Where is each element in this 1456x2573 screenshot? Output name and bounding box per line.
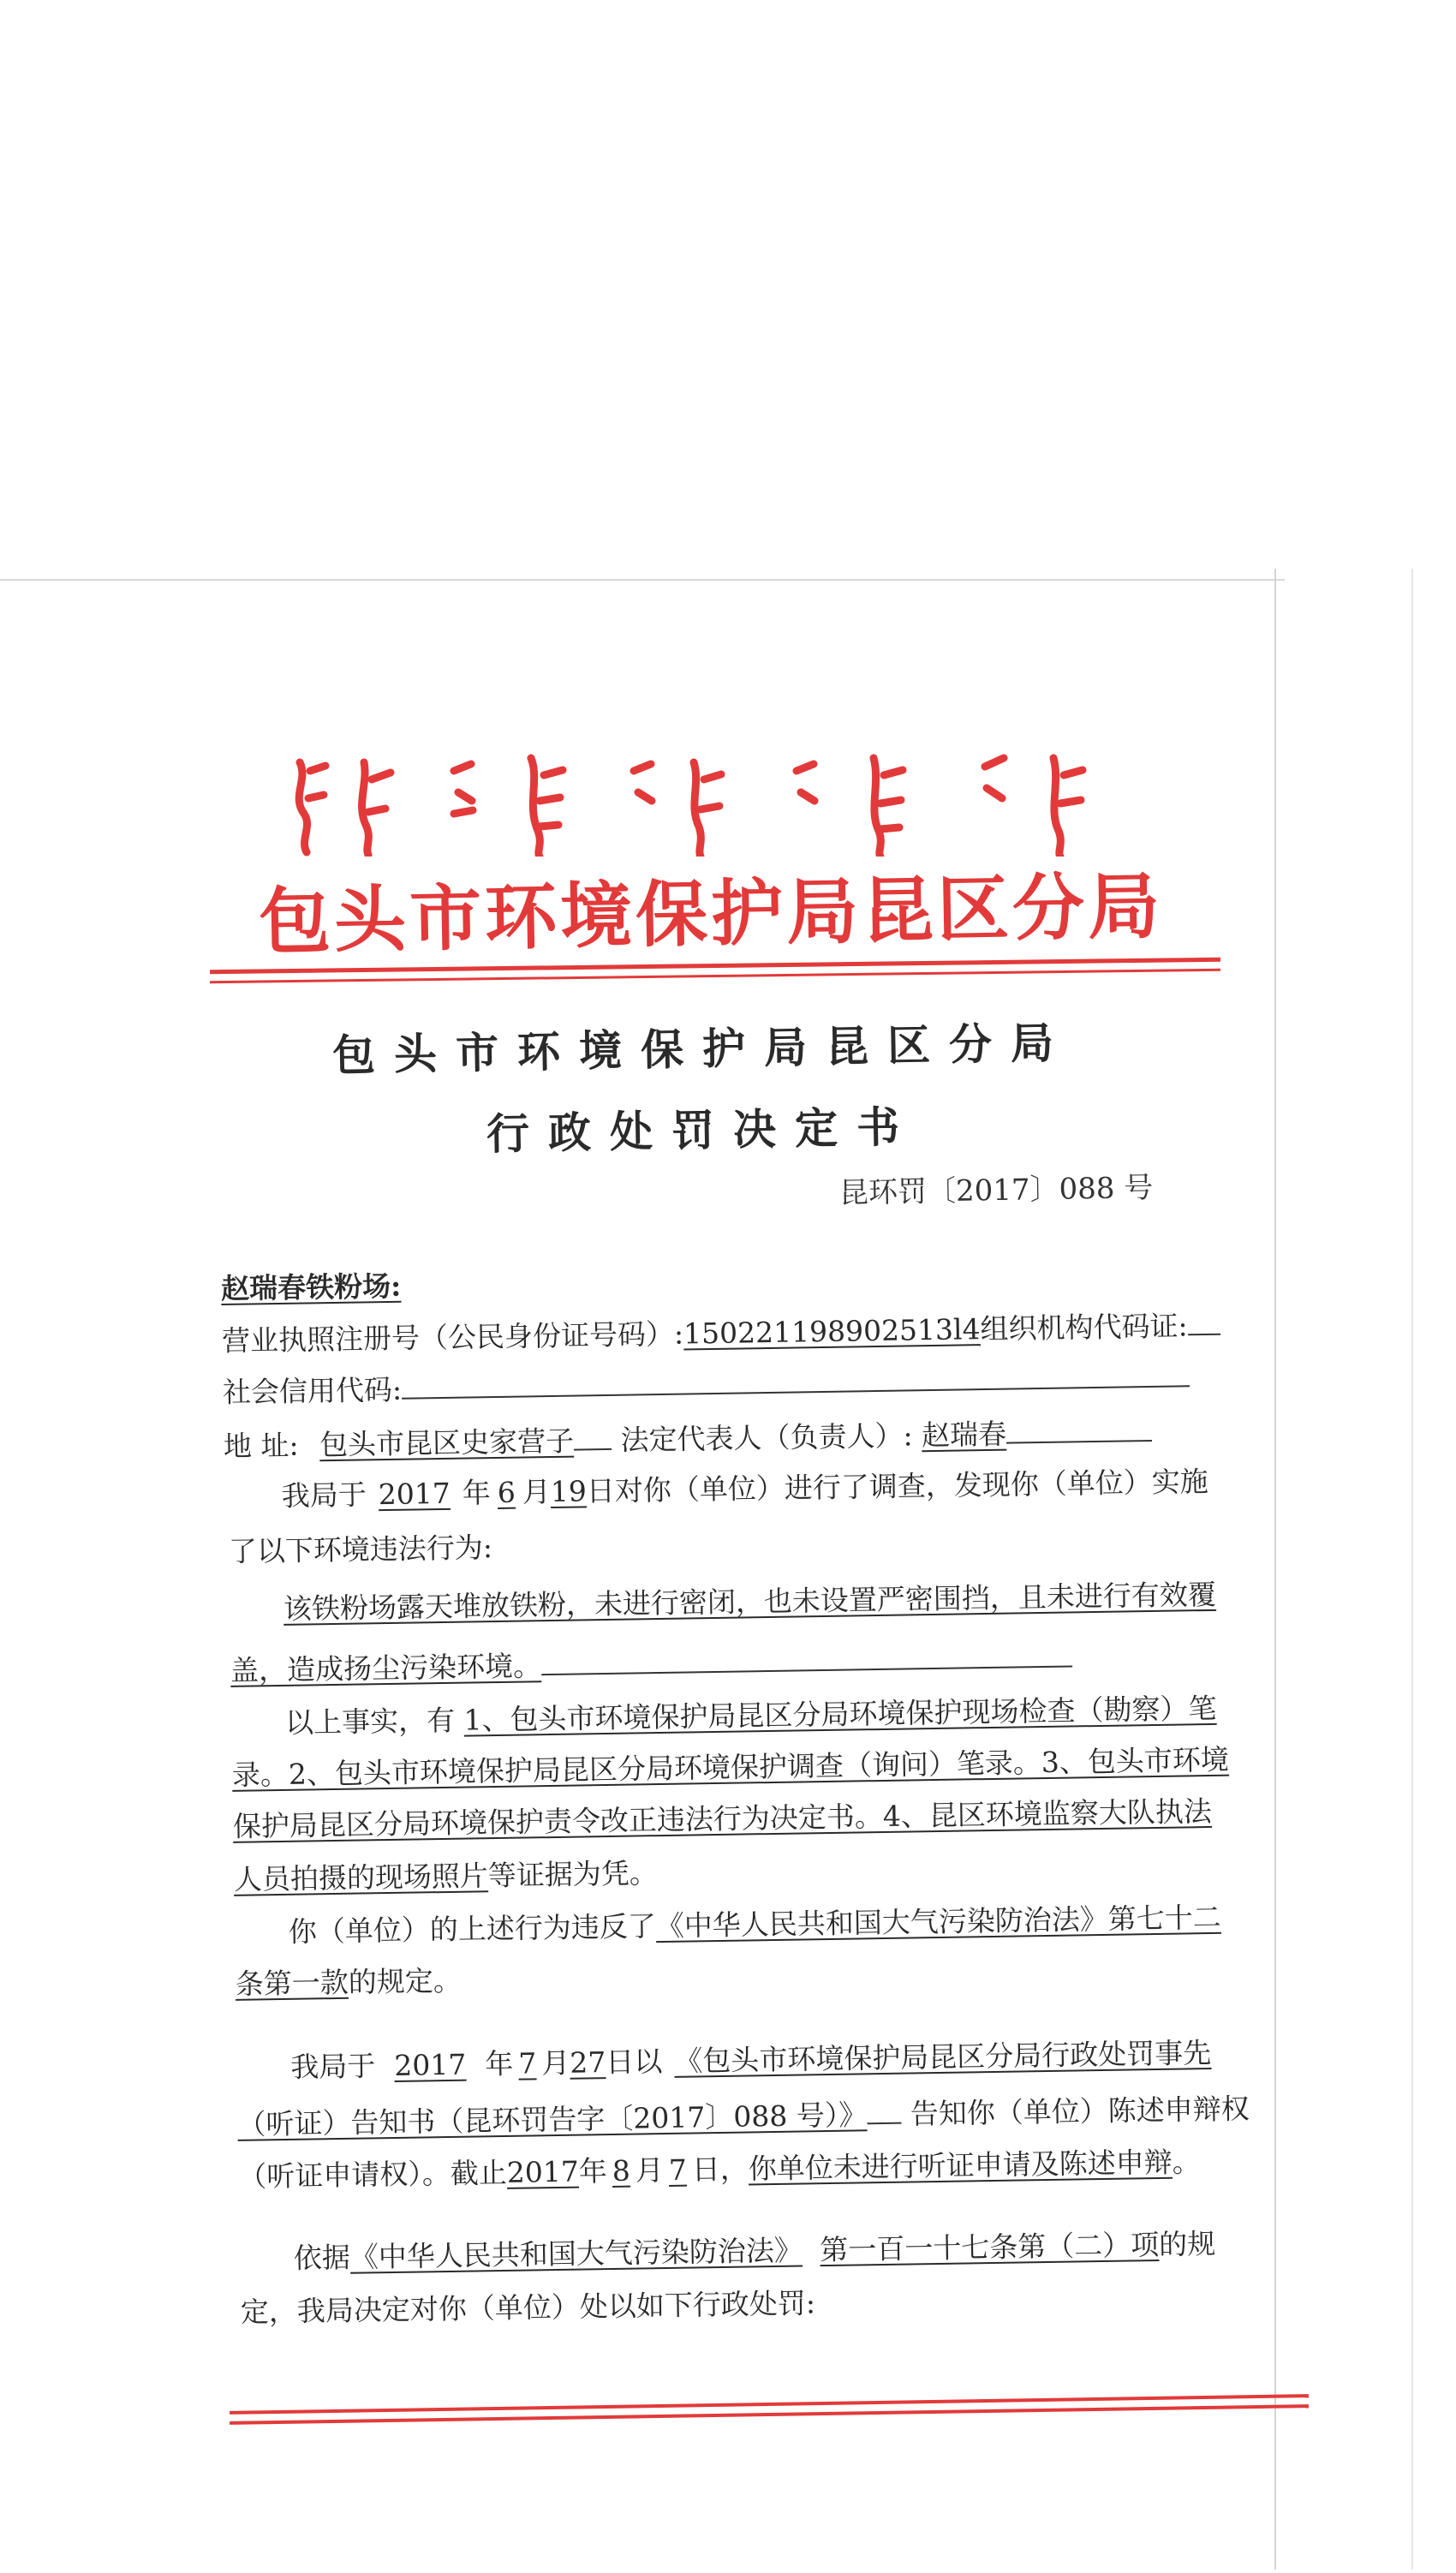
notice-deadline-month: 8 (612, 2153, 631, 2188)
address-blank (574, 1423, 612, 1451)
para1-year: 2017 (378, 1476, 451, 1512)
violation-line1: 该铁粉场露天堆放铁粉，未进行密闭，也未设置严密围挡，且未进行有效覆 (283, 1577, 1217, 1626)
rep-value: 赵瑞春 (921, 1417, 1007, 1453)
notice-line3-d: 日， (691, 2152, 749, 2187)
basis-line2: 定，我局决定对你（单位）处以如下行政处罚: (240, 2286, 816, 2329)
law-clause: 条第一款 (235, 1965, 349, 2001)
notice-document: 《包头市环境保护局昆区分局行政处罚事先 (673, 2035, 1212, 2078)
para1-line1 (282, 1465, 1208, 1513)
rep-blank (1006, 1414, 1152, 1444)
law-citation: 《中华人民共和国大气污染防治法》第七十二 (655, 1900, 1222, 1943)
notice-text-c: 月 (540, 2045, 570, 2080)
credit-code-blank (402, 1359, 1190, 1399)
notice-line3-c: 月 (635, 2153, 665, 2188)
notice-blank (867, 2097, 901, 2125)
violation-line2 (230, 1639, 1073, 1687)
document-number: 昆环罚〔2017〕088 号 (838, 1170, 1154, 1211)
violation-line2-text: 盖，造成扬尘污染环境。 (230, 1649, 542, 1687)
notice-line2 (237, 2091, 1250, 2142)
evidence-line4-rest: 等证据为凭。 (487, 1856, 659, 1893)
credit-label: 社会信用代码: (222, 1372, 403, 1410)
evidence-line3: 保护局昆区分局环境保护责令改正违法行为决定书。4、昆区环境监察大队执法 (232, 1794, 1213, 1843)
para1-text-a: 我局于 (281, 1478, 367, 1513)
para1-text-b: 年 (462, 1476, 492, 1510)
basis-law: 《中华人民共和国大气污染防治法》 (349, 2233, 803, 2274)
notice-deadline-day: 7 (668, 2152, 688, 2187)
license-value: 150221198902513l4 (683, 1312, 981, 1351)
agency-name-red: 包头市环境保护局昆区分局 (258, 863, 1164, 964)
license-line (222, 1308, 1220, 1358)
notice-month: 7 (518, 2046, 537, 2080)
notice-no-hearing: 你单位未进行听证申请及陈述申辩 (748, 2145, 1173, 2186)
evidence-photos: 人员拍摄的现场照片 (233, 1859, 489, 1896)
law-line2 (236, 1964, 462, 2002)
notice-line3-b: 年 (578, 2154, 608, 2188)
party-name: 赵瑞春铁粉场: (220, 1269, 402, 1306)
notice-text-d: 日以 (605, 2045, 663, 2080)
evidence-lead: 以上事实，有 (284, 1703, 456, 1740)
notice-text-a: 我局于 (290, 2049, 376, 2084)
notice-line3 (238, 2145, 1201, 2194)
credit-line (223, 1359, 1190, 1410)
law-lead: 你（单位）的上述行为违反了 (288, 1909, 657, 1949)
para1-text-d: 日对你（单位）进行了调查，发现你（单位）实施 (586, 1464, 1209, 1508)
license-label: 营业执照注册号（公民身份证号码）: (221, 1316, 684, 1358)
evidence-item1: 1、包头市环境保护局昆区分局环境保护现场检查（勘察）笔 (463, 1691, 1217, 1737)
address-line (224, 1414, 1153, 1464)
law-line1 (289, 1901, 1221, 1949)
para1-month: 6 (497, 1475, 516, 1509)
notice-year: 2017 (394, 2047, 467, 2082)
notice-deadline-year: 2017 (506, 2154, 580, 2189)
notice-line2-rest: 告知你（单位）陈述申辩权 (910, 2092, 1250, 2131)
address-label: 地 址: (223, 1428, 299, 1464)
notice-document-number: （听证）告知书（昆环罚告字〔2017〕088 号）》 (237, 2098, 868, 2141)
org-code-blank (1187, 1308, 1220, 1336)
violation-blank (541, 1639, 1072, 1675)
org-code-label: 组织机构代码证: (980, 1309, 1188, 1346)
notice-line3-end: 。 (1172, 2145, 1202, 2179)
basis-line1 (294, 2227, 1216, 2276)
evidence-line2: 录。2、包头市环境保护局昆区分局环境保护调查（询问）笔录。3、包头市环境 (231, 1742, 1230, 1792)
notice-day: 27 (569, 2045, 606, 2080)
basis-lead: 依据 (293, 2240, 351, 2275)
para1-day: 19 (550, 1474, 588, 1509)
basis-article: 第一百一十七条第（二）项 (819, 2227, 1160, 2267)
evidence-line1 (285, 1692, 1217, 1740)
evidence-line4 (234, 1856, 659, 1897)
notice-line1 (290, 2036, 1211, 2085)
para1-line2: 了以下环境违法行为: (228, 1531, 493, 1568)
address-value: 包头市昆区史家营子 (319, 1424, 575, 1462)
para1-text-c: 月 (522, 1475, 552, 1509)
notice-line3-a: （听证申请权）。截止 (238, 2155, 508, 2194)
rep-label: 法定代表人（负责人）: (620, 1418, 913, 1457)
notice-text-b: 年 (485, 2046, 514, 2081)
document-title-type: 行政处罚决定书 (486, 1101, 919, 1160)
basis-rest: 的规 (1158, 2226, 1216, 2261)
document-title-agency: 包头市环境保护局昆区分局 (331, 1017, 1073, 1081)
law-line2-rest: 的规定。 (348, 1963, 462, 1999)
